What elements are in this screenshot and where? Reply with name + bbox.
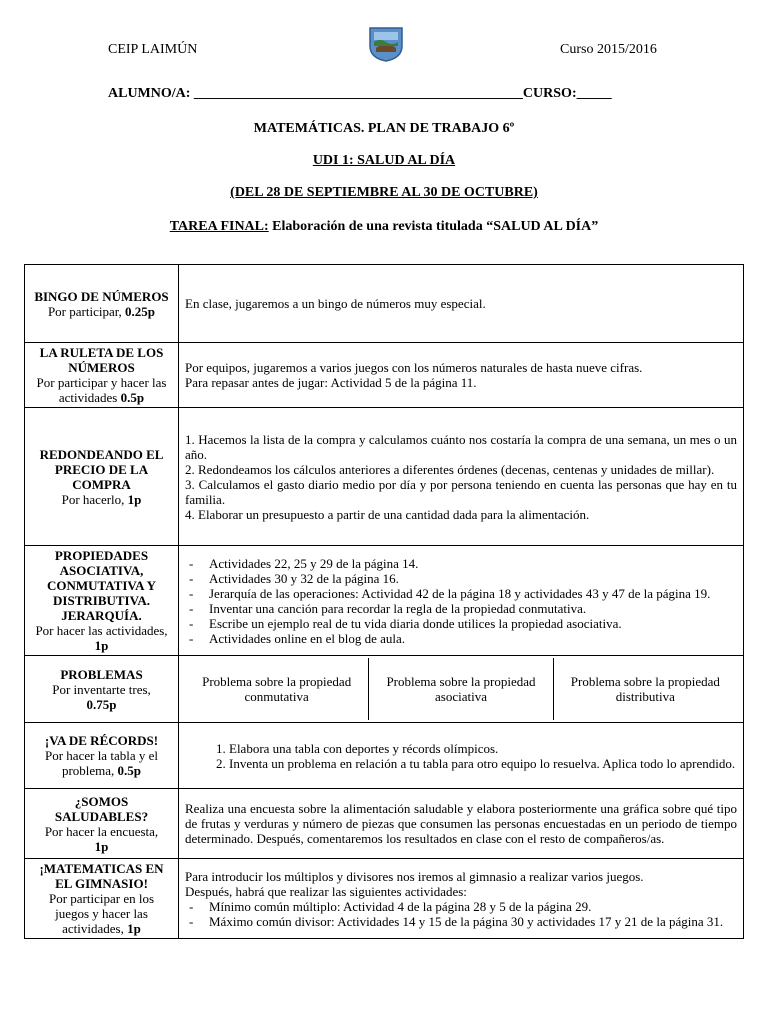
activity-description (179, 723, 744, 789)
plan-title: MATEMÁTICAS. PLAN DE TRABAJO 6º (253, 121, 515, 136)
work-plan-table (24, 264, 744, 939)
list-item: - Máximo común divisor: Actividades 14 y 15 de la página 30 y actividades 17 y 21 de la página 31. (185, 914, 737, 929)
problem-distributiva: Problema sobre la propiedad distributiva (553, 658, 737, 720)
final-task-label: TAREA FINAL: (169, 219, 269, 234)
activity-description (179, 408, 744, 546)
course-year: Curso 2015/2016 (560, 42, 657, 57)
problem-conmutativa: Problema sobre la propiedad conmutativa (202, 674, 352, 704)
activity-points: 1p (94, 838, 109, 854)
description-line: 1. Hacemos la lista de la compra y calculamos cuánto nos costaría la compra de una semana, un mes o un año. (185, 431, 737, 462)
activity-condition: Por hacerlo, (61, 491, 128, 507)
activity-cell (25, 408, 179, 546)
table-row (25, 343, 744, 408)
list-item: 2. Inventa un problema en relación a tu tabla para otro equipo lo resuelva. Aplica todo lo aprendido. (229, 756, 737, 771)
description-line: 4. Elaborar un presupuesto a partir de una cantidad dada para la alimentación. (185, 506, 590, 522)
activity-condition: Por participar y hacer las actividades (36, 375, 167, 405)
list-item: - Mínimo común múltiplo: Actividad 4 de la página 28 y 5 de la página 29. (185, 899, 737, 914)
table-row (25, 408, 744, 546)
activity-points: 1p (127, 491, 142, 507)
final-task-text: Elaboración de una revista titulada “SALUD AL DÍA” (268, 219, 599, 234)
activity-condition: Por inventarte tres, (52, 681, 151, 697)
activity-cell (25, 656, 179, 723)
school-logo-icon (366, 26, 406, 62)
table-row (25, 656, 744, 723)
list-item: - Actividades 30 y 32 de la página 16. (185, 571, 737, 586)
activity-description (179, 546, 744, 656)
activity-name: ¡VA DE RÉCORDS! (44, 733, 159, 748)
activity-list (185, 741, 737, 771)
activity-points: 0.75p (86, 696, 117, 712)
list-item: - Jerarquía de las operaciones: Actividad 42 de la página 18 y actividades 43 y 47 de la página 19. (185, 586, 737, 601)
activity-cell (25, 265, 179, 343)
activity-description (179, 789, 744, 859)
table-row (25, 546, 744, 656)
activity-name: ¿SOMOS SALUDABLES? (54, 793, 149, 824)
table-row (25, 265, 744, 343)
activity-condition: Por participar, (47, 303, 126, 319)
activity-cell (25, 859, 179, 939)
table-row (25, 723, 744, 789)
table-row (25, 789, 744, 859)
activity-condition: Por hacer la tabla y el problema, (45, 748, 158, 778)
date-range: (DEL 28 DE SEPTIEMBRE AL 30 DE OCTUBRE) (230, 185, 538, 200)
activity-points: 0.25p (125, 303, 156, 319)
activity-condition: Por hacer las actividades, (35, 623, 168, 638)
description-line: En clase, jugaremos a un bingo de números muy especial. (185, 296, 486, 311)
activity-points: 0.5p (120, 390, 145, 405)
description-line: Realiza una encuesta sobre la alimentación saludable y elabora posteriormente una gráfica sobre qué tipo de frutas y verduras y número de piezas que consumen las personas encuestadas en un periodo de tiempo determinado. Después, comentaremos los resultados en clase con el resto de compañeros/as. (185, 801, 737, 846)
activity-points: 1p (94, 638, 109, 653)
list-item: - Actividades online en el blog de aula. (185, 631, 737, 646)
activity-cell (25, 789, 179, 859)
activity-description (179, 859, 744, 939)
activity-name: PROPIEDADES ASOCIATIVA, CONMUTATIVA Y DISTRIBUTIVA. JERARQUÍA. (47, 548, 156, 623)
activity-description (179, 656, 744, 723)
list-item: - Escribe un ejemplo real de tu vida diaria donde utilices la propiedad asociativa. (185, 616, 737, 631)
activity-points: 0.5p (117, 763, 142, 778)
problem-asociativa: Problema sobre la propiedad asociativa (368, 658, 552, 720)
list-item: - Actividades 22, 25 y 29 de la página 14. (185, 556, 737, 571)
activity-name: LA RULETA DE LOS NÚMEROS (39, 345, 164, 375)
activity-description (179, 265, 744, 343)
activity-list (185, 899, 737, 929)
activity-description (179, 343, 744, 408)
description-line: Para repasar antes de jugar: Actividad 5 de la página 11. (185, 375, 477, 390)
activity-name: REDONDEANDO EL PRECIO DE LA COMPRA (39, 446, 164, 492)
final-task (0, 219, 768, 235)
activity-cell (25, 723, 179, 789)
description-line: 3. Calculamos el gasto diario medio por día y por persona teniendo en cuenta las personas que hay en tu familia. (185, 476, 737, 507)
activity-name: ¡MATEMATICAS EN EL GIMNASIO! (39, 861, 164, 891)
student-field-line: ALUMNO/A: _______________________________________________CURSO:_____ (108, 86, 612, 101)
description-line: Para introducir los múltiplos y divisores nos iremos al gimnasio a realizar varios juegos. (185, 868, 644, 884)
list-item: 1. Elabora una tabla con deportes y récords olímpicos. (229, 741, 737, 756)
school-name: CEIP LAIMÚN (108, 42, 198, 57)
activity-cell (25, 546, 179, 656)
description-line: Por equipos, jugaremos a varios juegos con los números naturales de hasta nueve cifras. (185, 360, 643, 375)
description-line: Después, habrá que realizar las siguientes actividades: (185, 883, 467, 899)
activity-condition: Por participar en los juegos y hacer las actividades, (48, 891, 155, 936)
activity-name: BINGO DE NÚMEROS (34, 288, 169, 304)
activity-name: PROBLEMAS (60, 666, 143, 682)
unit-title: UDI 1: SALUD AL DÍA (312, 153, 456, 168)
problem-cells (185, 658, 737, 720)
activity-points: 1p (127, 921, 141, 936)
description-line: 2. Redondeamos los cálculos anteriores a diferentes órdenes (decenas, centenas y unidades de millar). (185, 461, 715, 477)
list-item: - Inventar una canción para recordar la regla de la propiedad conmutativa. (185, 601, 737, 616)
activity-condition: Por hacer la encuesta, (44, 823, 159, 839)
activity-list (185, 556, 737, 646)
activity-cell (25, 343, 179, 408)
table-row (25, 859, 744, 939)
